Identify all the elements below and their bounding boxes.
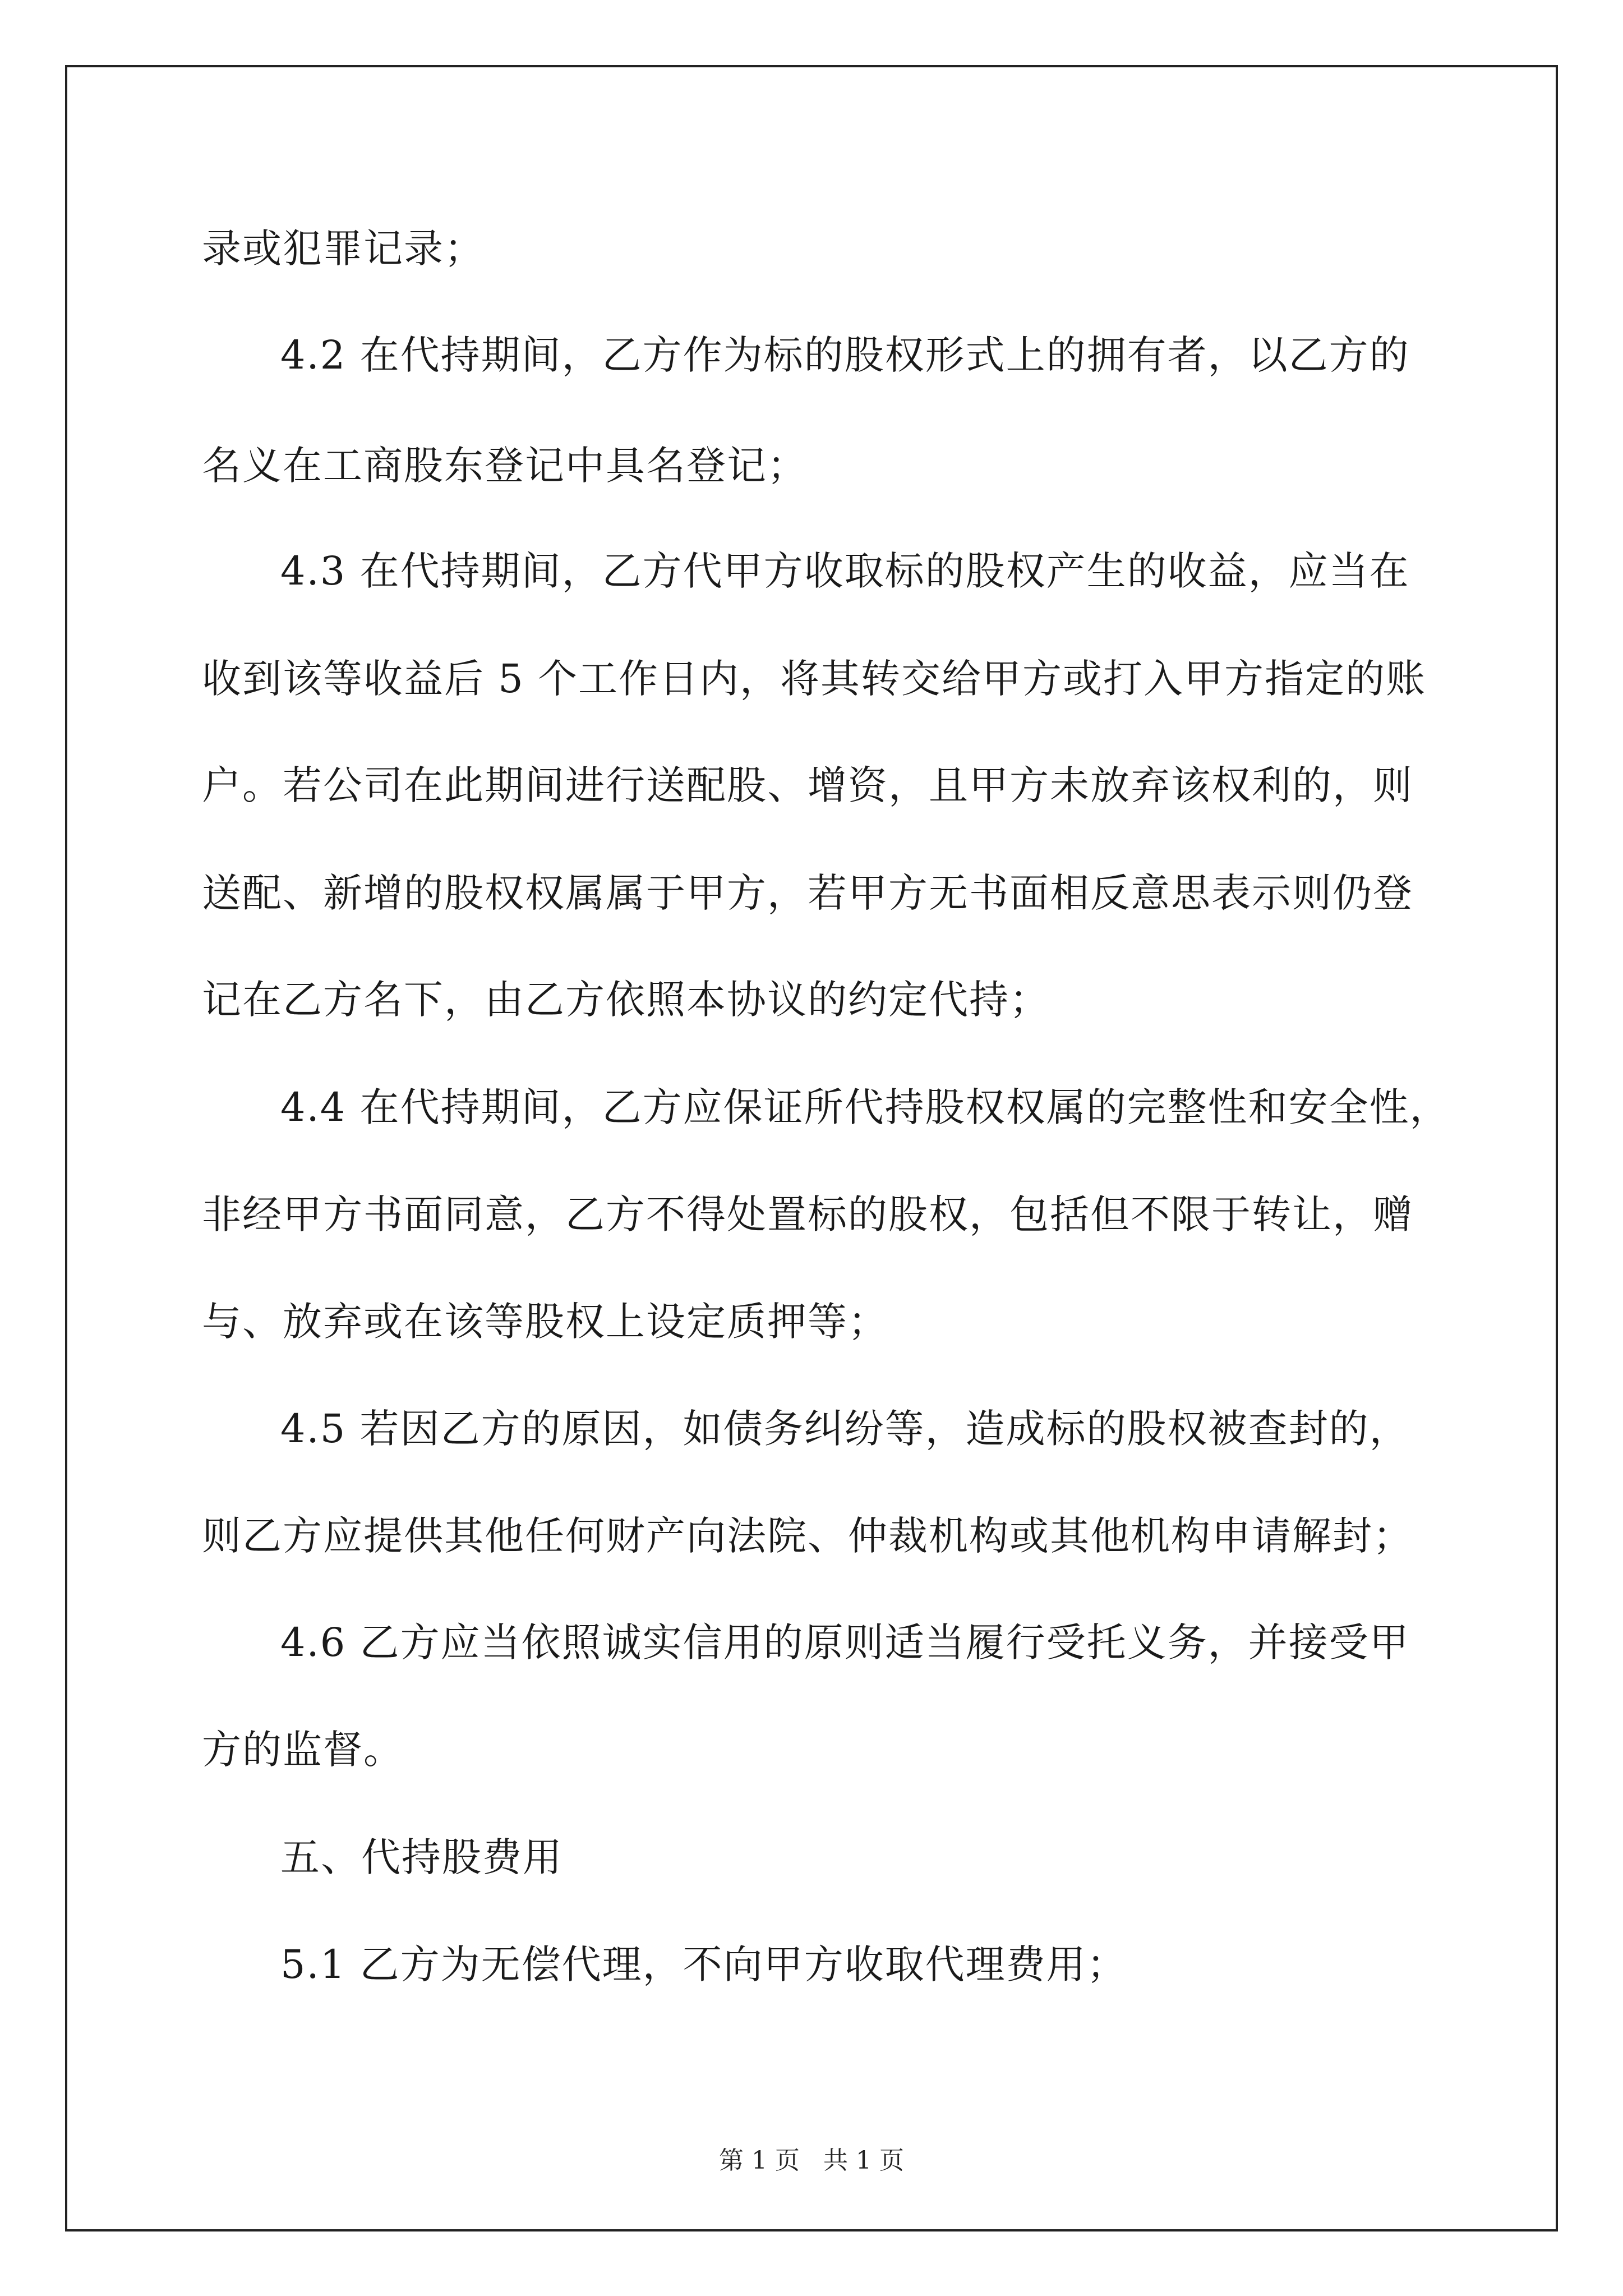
text-line-14: 4.6 乙方应当依照诚实信用的原则适当履行受托义务，并接受甲	[280, 1619, 1410, 1665]
text-line-10: 非经甲方书面同意，乙方不得处置标的股权，包括但不限于转让，赠	[202, 1191, 1413, 1237]
page-number: 第 1 页	[719, 2146, 800, 2175]
text-line-3: 名义在工商股东登记中具名登记；	[202, 443, 808, 489]
page-total: 共 1 页	[823, 2146, 904, 2175]
text-line-15: 方的监督。	[202, 1727, 404, 1773]
text-line-6: 户。若公司在此期间进行送配股、增资，且甲方未放弃该权利的，则	[202, 762, 1413, 808]
text-line-1: 录或犯罪记录；	[202, 226, 485, 272]
text-line-12: 4.5 若因乙方的原因，如债务纠纷等，造成标的股权被查封的，	[280, 1406, 1410, 1452]
text-line-13: 则乙方应提供其他任何财产向法院、仲裁机构或其他机构申请解封；	[202, 1513, 1413, 1559]
text-line-9: 4.4 在代持期间，乙方应保证所代持股权权属的完整性和安全性，	[280, 1084, 1450, 1130]
page-footer	[0, 2144, 1623, 2178]
text-line-8: 记在乙方名下，由乙方依照本协议的约定代持；	[202, 977, 1050, 1023]
page-border	[65, 65, 1558, 2231]
text-line-7: 送配、新增的股权权属属于甲方，若甲方无书面相反意思表示则仍登	[202, 870, 1413, 916]
text-line-11: 与、放弃或在该等股权上设定质押等；	[202, 1299, 888, 1345]
text-line-17: 5.1 乙方为无偿代理，不向甲方收取代理费用；	[280, 1941, 1127, 1987]
section-heading: 五、代持股费用	[280, 1834, 563, 1880]
text-line-5: 收到该等收益后 5 个工作日内，将其转交给甲方或打入甲方指定的账	[202, 656, 1427, 702]
text-line-4: 4.3 在代持期间，乙方代甲方收取标的股权产生的收益，应当在	[280, 548, 1410, 594]
text-line-2: 4.2 在代持期间，乙方作为标的股权形式上的拥有者，以乙方的	[280, 332, 1410, 378]
